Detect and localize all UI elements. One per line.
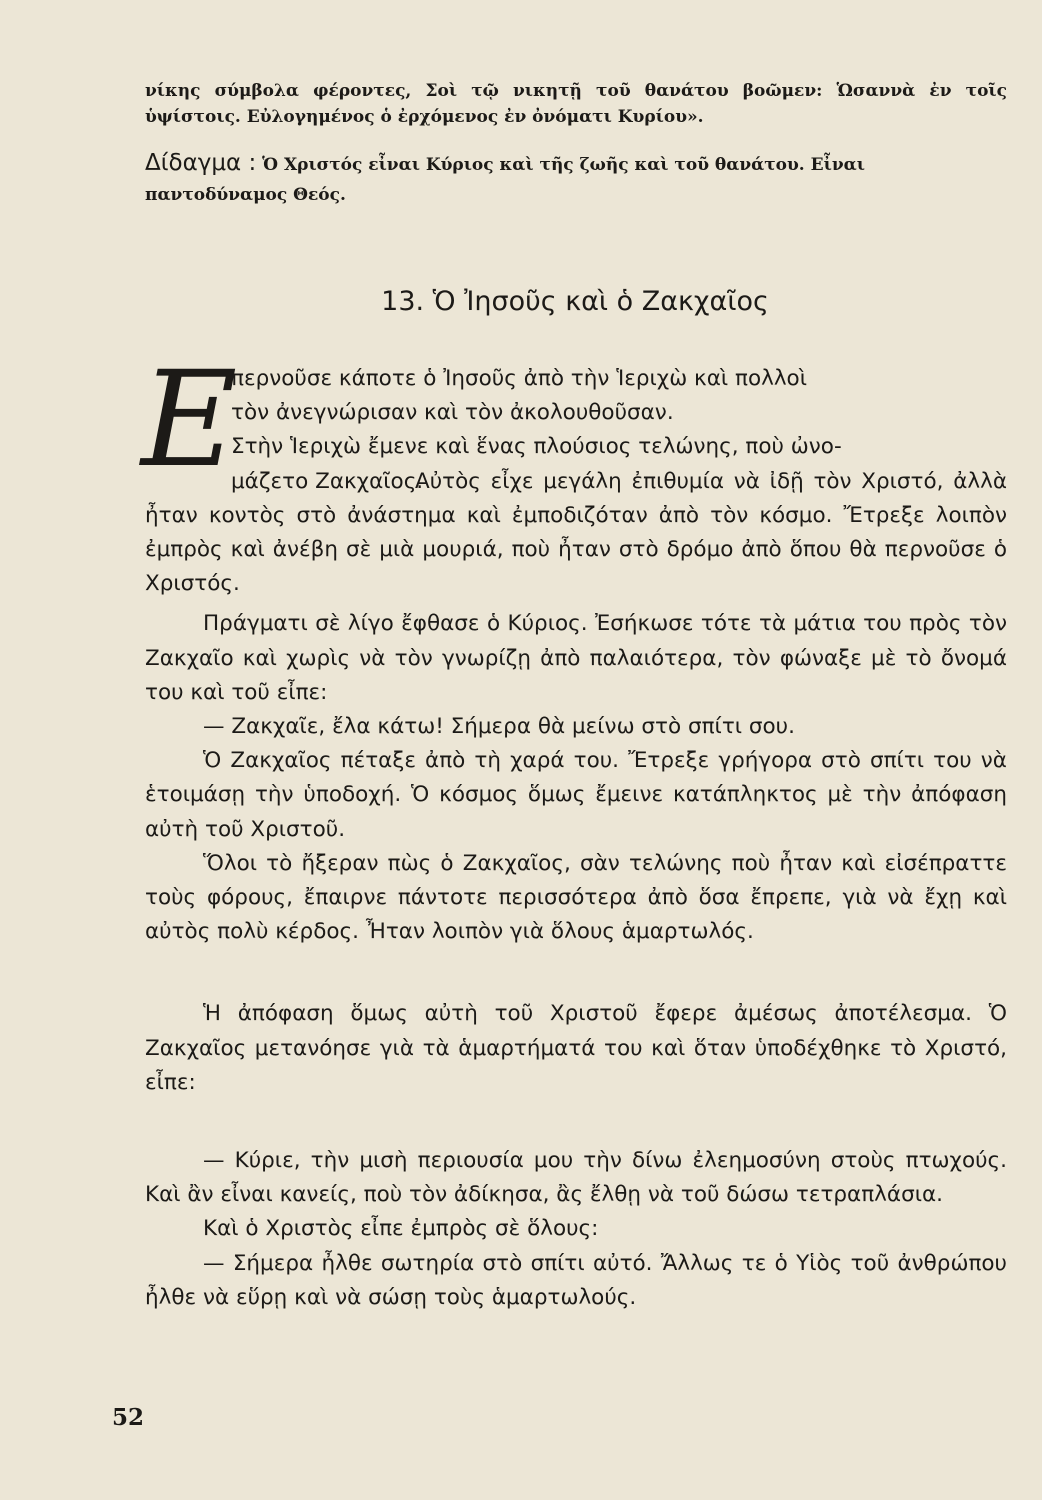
paragraph-4-dialogue: — Ζακχαῖε, ἔλα κάτω! Σήμερα θὰ μείνω στὸ σπίτι σου. (203, 714, 795, 740)
paragraph-2-line-1: Στὴν Ἱεριχὼ ἔμενε καὶ ἕνας πλούσιος τελώνης, ποὺ ὠνο- (231, 434, 842, 460)
paragraph-1-line-1: περνοῦσε κάποτε ὁ Ἰησοῦς ἀπὸ τὴν Ἱεριχὼ καὶ πολλοὶ (231, 366, 807, 391)
paragraph-2-rest: Αὐτὸς εἶχε μεγάλη ἐπιθυμία νὰ ἰδῇ τὸν Χριστό, ἀλλὰ ἦταν κοντὸς στὸ ἀνάστημα καὶ ἐμποδιζόταν ἀπὸ τὸν κόσμο. Ἔτρεξε λοιπὸν ἐμπρὸς καὶ ἀνέβη σὲ μιὰ μουριά, ποὺ ἦταν στὸ δρόμο ἀπὸ ὅπου θὰ περνοῦσε ὁ Χριστός. (145, 468, 1007, 597)
lesson-box (145, 148, 1007, 210)
paragraph-3: Πράγματι σὲ λίγο ἔφθασε ὁ Κύριος. Ἐσήκωσε τότε τὰ μάτια του πρὸς τὸν Ζακχαῖο καὶ χωρὶς νὰ τὸν γνωρίζῃ ἀπὸ παλαιότερα, τὸν φώναξε μὲ τὸ ὄνομά του καὶ τοῦ εἶπε: (145, 611, 1007, 705)
paragraph-9: Καὶ ὁ Χριστὸς εἶπε ἐμπρὸς σὲ ὅλους: (203, 1216, 599, 1242)
lesson-label: Δίδαγμα : (145, 150, 257, 176)
paragraph-2-line-2-text: μάζετο Ζακχαῖος. (231, 468, 424, 494)
paragraph-1-line-2: τὸν ἀνεγνώρισαν καὶ τὸν ἀκολουθοῦσαν. (231, 400, 674, 426)
paragraph-5: Ὁ Ζακχαῖος πέταξε ἀπὸ τὴ χαρά του. Ἔτρεξε γρήγορα στὸ σπίτι του νὰ ἑτοιμάσῃ τὴν ὑποδοχή. Ὁ κόσμος ὅμως ἔμεινε κατάπληκτος μὲ τὴν ἀπόφαση αὐτὴ τοῦ Χριστοῦ. (145, 748, 1007, 842)
spacer (145, 1100, 1007, 1144)
page-number: 52 (112, 1404, 145, 1431)
drop-cap: Ε (141, 343, 238, 497)
lesson-text: Ὁ Χριστός εἶναι Κύριος καὶ τῆς ζωῆς καὶ τοῦ θανάτου. Εἶναι παντοδύναμος Θεός. (145, 155, 865, 205)
paragraph-2-line-2 (145, 465, 1007, 499)
paragraph-8-dialogue: — Κύριε, τὴν μισὴ περιουσία μου τὴν δίνω ἐλεημοσύνη στοὺς πτωχούς. Καὶ ἂν εἶναι κανείς, ποὺ τὸν ἀδίκησα, ἂς ἔλθῃ νὰ τοῦ δώσω τετραπλάσια. (145, 1148, 1007, 1208)
spacer (145, 949, 1007, 997)
paragraph-10-dialogue: — Σήμερα ἦλθε σωτηρία στὸ σπίτι αὐτό. Ἄλλως τε ὁ Υἱὸς τοῦ ἀνθρώπου ἦλθε νὰ εὕρῃ καὶ νὰ σώσῃ τοὺς ἁμαρτωλούς. (145, 1250, 1007, 1310)
opening-block (141, 343, 1007, 499)
paragraph-7: Ἡ ἀπόφαση ὅμως αὐτὴ τοῦ Χριστοῦ ἔφερε ἀμέσως ἀποτέλεσμα. Ὁ Ζακχαῖος μετανόησε γιὰ τὰ ἁμαρτήματά του καὶ ὅταν ὑποδέχθηκε τὸ Χριστό, εἶπε: (145, 1001, 1007, 1095)
hymn-continuation: νίκης σύμβολα φέροντες, Σοὶ τῷ νικητῇ τοῦ θανάτου βοῶμεν: Ὡσαννὰ ἐν τοῖς ὑψίστοις. Εὐλογημένος ὁ ἐρχόμενος ἐν ὀνόματι Κυρίου». (145, 81, 1007, 127)
chapter-body (141, 343, 1007, 1315)
paragraph-6: Ὅλοι τὸ ἤξεραν πὼς ὁ Ζακχαῖος, σὰν τελώνης ποὺ ἦταν καὶ εἰσέπραττε τοὺς φόρους, ἔπαιρνε πάντοτε περισσότερα ἀπὸ ὅσα ἔπρεπε, γιὰ νὰ ἔχῃ καὶ αὐτὸς πολὺ κέρδος. Ἦταν λοιπὸν γιὰ ὅλους ἁμαρτωλός. (145, 850, 1007, 945)
chapter-heading: 13. Ὁ Ἰησοῦς καὶ ὁ Ζακχαῖος (381, 286, 769, 317)
